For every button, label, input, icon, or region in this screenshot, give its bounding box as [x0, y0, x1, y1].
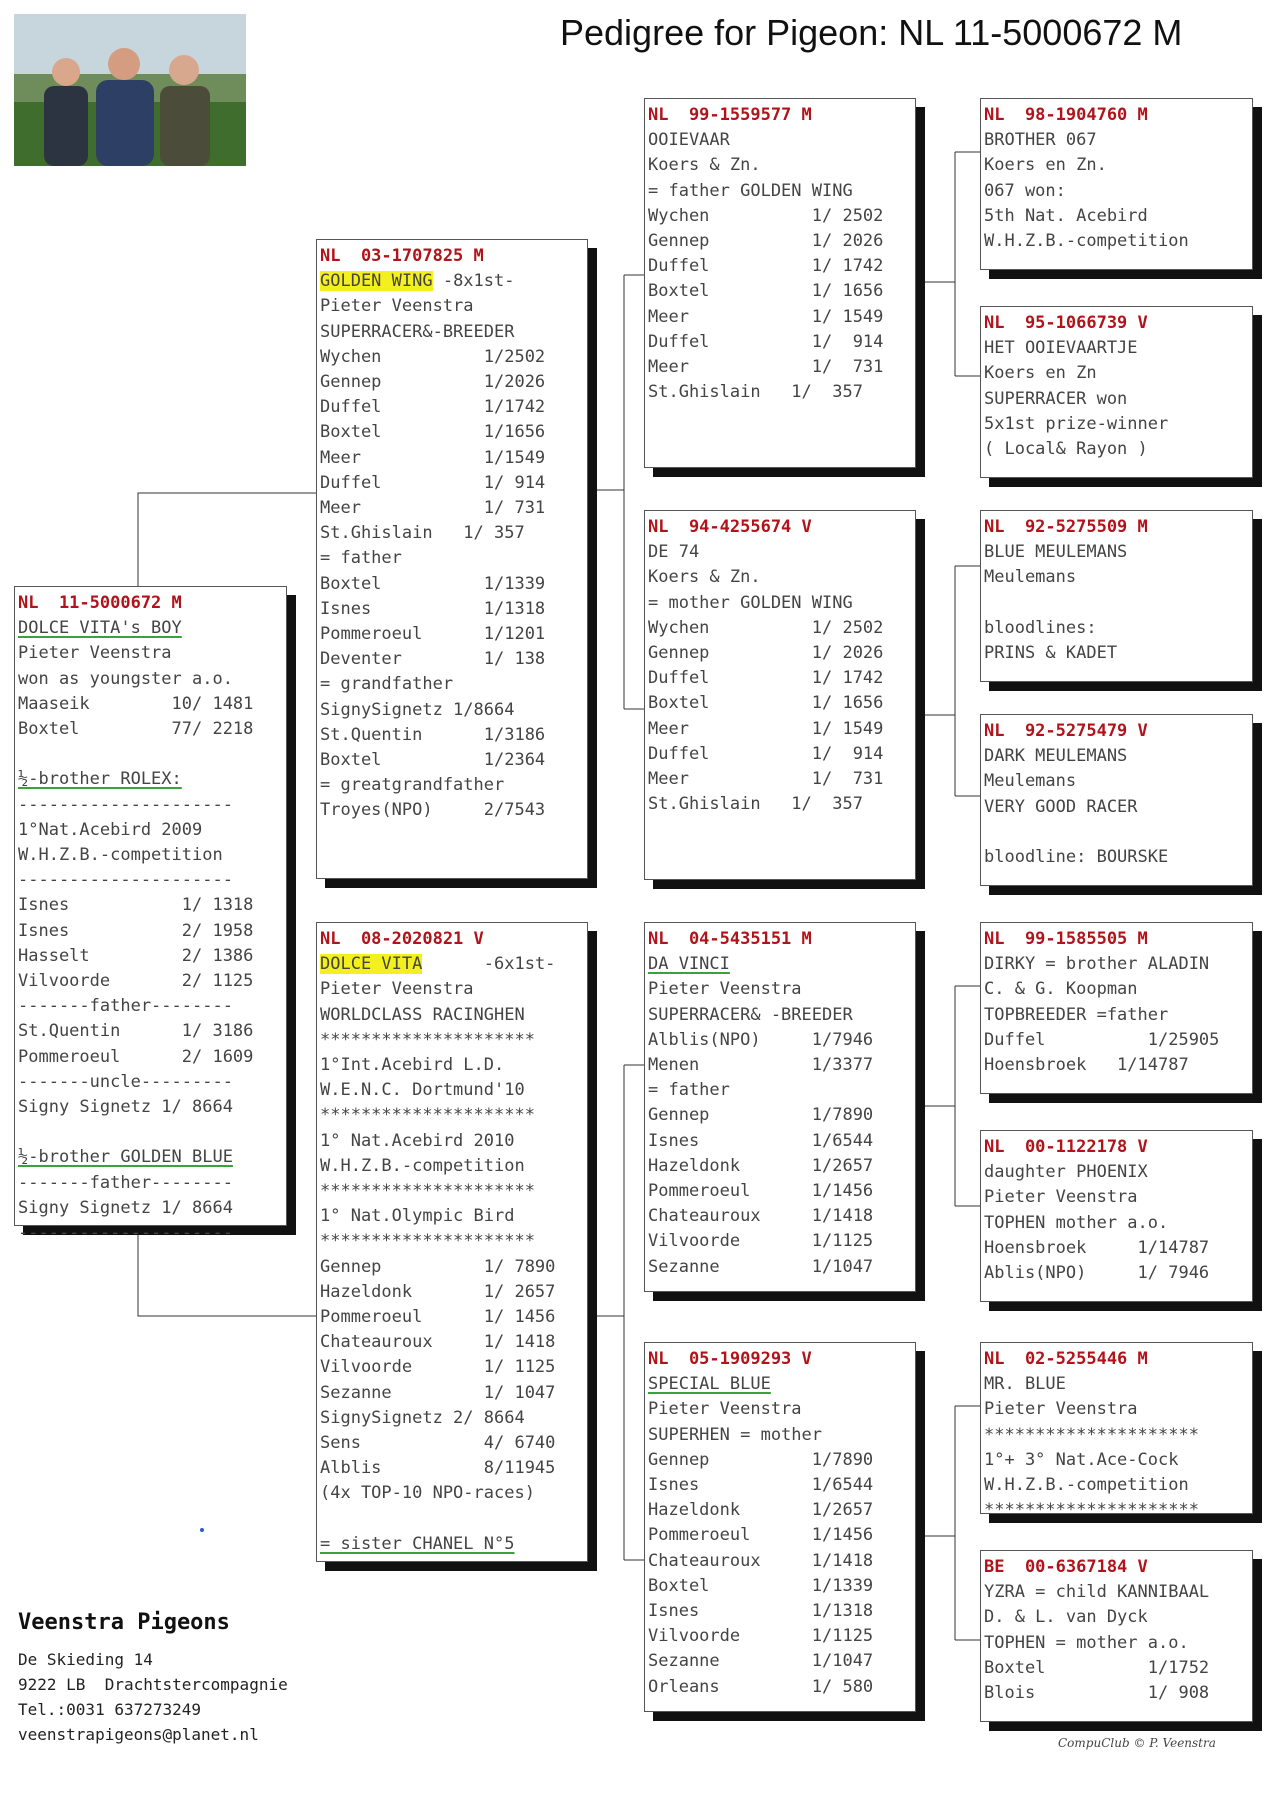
- pigeon-ring-number: NL 99-1559577 M: [648, 105, 812, 125]
- pigeon-info-line: bloodlines:: [984, 617, 1097, 638]
- pigeon-ring-number: NL 08-2020821 V: [320, 929, 484, 949]
- pigeon-info-line: Koers & Zn.: [648, 567, 761, 588]
- pigeon-info-line: Isnes 1/6544: [648, 1475, 874, 1496]
- pigeon-info-line: Sezanne 1/ 1047: [320, 1382, 556, 1403]
- pigeon-info-line: Duffel 1/ 914: [648, 743, 884, 764]
- pigeon-ring-number: NL 92-5275509 M: [984, 517, 1148, 537]
- pigeon-info-line: -------father--------: [18, 1172, 233, 1193]
- pigeon-info-line: Meer 1/ 731: [320, 498, 546, 519]
- pigeon-info-line: Boxtel 1/ 1656: [648, 693, 884, 714]
- pigeon-info-line: Boxtel 1/1339: [648, 1575, 874, 1596]
- pigeon-info-line: TOPHEN = mother a.o.: [984, 1632, 1189, 1653]
- pigeon-ring-number: NL 00-1122178 V: [984, 1137, 1148, 1157]
- pigeon-info-line: = father: [648, 1080, 730, 1101]
- pigeon-info-line: *********************: [320, 1029, 535, 1050]
- pigeon-info-line: Hazeldonk 1/2657: [648, 1500, 874, 1521]
- highlighted-pigeon-name: GOLDEN WING: [320, 271, 433, 292]
- pigeon-info-line: 5th Nat. Acebird: [984, 205, 1148, 226]
- pigeon-info-line: Isnes 1/1318: [648, 1601, 874, 1622]
- pigeon-info-line: *********************: [320, 1181, 535, 1202]
- pigeon-info-line: Pommeroeul 2/ 1609: [18, 1046, 254, 1067]
- pigeon-info-line: Troyes(NPO) 2/7543: [320, 800, 546, 821]
- pigeon-info-line: DIRKY = brother ALADIN: [984, 954, 1210, 975]
- pigeon-card-sss: [980, 98, 1253, 270]
- pigeon-info-line: DARK MEULEMANS: [984, 746, 1128, 767]
- pigeon-info-line: 1°Int.Acebird L.D.: [320, 1055, 505, 1076]
- pigeon-card-sdd: [980, 714, 1253, 886]
- pigeon-info-line: = sister CHANEL N°5: [320, 1533, 515, 1554]
- pigeon-info-line: bloodline: BOURSKE: [984, 847, 1169, 868]
- pigeon-info-line: Vilvoorde 1/1125: [648, 1626, 874, 1647]
- pigeon-info-line: Pieter Veenstra: [984, 1187, 1138, 1208]
- page-title: Pedigree for Pigeon: NL 11-5000672 M: [560, 12, 1183, 53]
- pigeon-info-line: SUPERRACER&-BREEDER: [320, 321, 515, 342]
- pigeon-card-dam-sire: [644, 922, 916, 1292]
- pigeon-info-line: [18, 1120, 283, 1145]
- pigeon-info-line: Gennep 1/ 7890: [320, 1256, 556, 1277]
- pigeon-info-line: HET OOIEVAARTJE: [984, 338, 1138, 359]
- pigeon-info-line: SUPERHEN = mother: [648, 1424, 822, 1445]
- owner-phone: Tel.:0031 637273249: [18, 1700, 202, 1719]
- pigeon-info-line: = father GOLDEN WING: [648, 180, 853, 201]
- pigeon-ring-number: NL 94-4255674 V: [648, 517, 812, 537]
- pigeon-info-line: ( Local& Rayon ): [984, 439, 1148, 460]
- pigeon-ring-number: BE 00-6367184 V: [984, 1557, 1148, 1577]
- pigeon-info-line: [320, 1507, 584, 1532]
- pigeon-card-dam-dam: [644, 1342, 916, 1712]
- pigeon-ring-number: NL 11-5000672 M: [18, 593, 182, 613]
- pigeon-wins-note: -8x1st-: [432, 271, 515, 292]
- pigeon-info-line: Sezanne 1/1047: [648, 1256, 874, 1277]
- pigeon-card-sire: [316, 239, 588, 879]
- owner-name: Veenstra Pigeons: [18, 1610, 230, 1635]
- pigeon-info-line: Isnes 1/ 1318: [18, 895, 254, 916]
- pigeon-ring-number: NL 03-1707825 M: [320, 246, 484, 266]
- pigeon-info-line: Isnes 1/6544: [648, 1130, 874, 1151]
- pigeon-ring-number: NL 95-1066739 V: [984, 313, 1148, 333]
- pigeon-info-line: Pommeroeul 1/ 1456: [320, 1307, 556, 1328]
- pigeon-info-line: Pieter Veenstra: [648, 1399, 802, 1420]
- pigeon-info-line: W.E.N.C. Dortmund'10: [320, 1080, 525, 1101]
- pigeon-info-line: *********************: [320, 1105, 535, 1126]
- pigeon-info-line: Hazeldonk 1/ 2657: [320, 1281, 556, 1302]
- pigeon-info-line: SPECIAL BLUE: [648, 1374, 771, 1395]
- pigeon-ring-number: NL 04-5435151 M: [648, 929, 812, 949]
- pigeon-info-line: Boxtel 1/1339: [320, 573, 546, 594]
- pigeon-info-line: Alblis(NPO) 1/7946: [648, 1029, 874, 1050]
- pigeon-info-line: Meer 1/ 731: [648, 357, 884, 378]
- pigeon-info-line: 1°+ 3° Nat.Ace-Cock: [984, 1449, 1179, 1470]
- pigeon-info-line: Meer 1/ 1549: [648, 306, 884, 327]
- pigeon-info-line: TOPBREEDER =father: [984, 1004, 1169, 1025]
- pigeon-card-dam: [316, 922, 588, 1562]
- pigeon-info-line: Pommeroeul 1/1456: [648, 1525, 874, 1546]
- pigeon-info-line: Meer 1/ 731: [648, 769, 884, 790]
- highlighted-pigeon-name: DOLCE VITA: [320, 954, 423, 975]
- pigeon-info-line: -------father--------: [18, 996, 233, 1017]
- pigeon-info-line: Gennep 1/ 2026: [648, 643, 884, 664]
- pigeon-info-line: Gennep 1/7890: [648, 1449, 874, 1470]
- pigeon-info-line: D. & L. van Dyck: [984, 1607, 1148, 1628]
- pigeon-info-line: Meer 1/1549: [320, 447, 546, 468]
- stray-dot: [200, 1528, 204, 1532]
- owner-contact-block: [18, 1610, 288, 1747]
- pigeon-card-dss: [980, 922, 1253, 1094]
- pigeon-card-subject: [14, 586, 287, 1244]
- pigeon-info-line: VERY GOOD RACER: [984, 796, 1138, 817]
- pigeon-info-line: [18, 742, 283, 767]
- pigeon-info-line: WORLDCLASS RACINGHEN: [320, 1004, 525, 1025]
- owner-address-line: 9222 LB Drachtstercompagnie: [18, 1675, 288, 1694]
- pigeon-card-sire-sire: [644, 98, 916, 468]
- pigeon-info-line: *********************: [320, 1231, 535, 1252]
- pigeon-info-line: won as youngster a.o.: [18, 668, 233, 689]
- pigeon-info-line: Chateauroux 1/1418: [648, 1550, 874, 1571]
- pigeon-info-line: Hasselt 2/ 1386: [18, 945, 254, 966]
- pigeon-info-line: = father: [320, 548, 402, 569]
- pigeon-info-line: [984, 820, 1249, 845]
- pigeon-info-line: Koers en Zn: [984, 363, 1097, 384]
- pigeon-info-line: Chateauroux 1/ 1418: [320, 1332, 556, 1353]
- pigeon-info-line: St.Ghislain 1/ 357: [320, 523, 525, 544]
- pigeon-info-line: Gennep 1/ 2026: [648, 231, 884, 252]
- pigeon-info-line: Hoensbroek 1/14787: [984, 1237, 1210, 1258]
- pigeon-card-dds: [980, 1342, 1253, 1521]
- pigeon-info-line: Boxtel 1/ 1656: [648, 281, 884, 302]
- pigeon-info-line: OOIEVAAR: [648, 130, 730, 151]
- pigeon-info-line: -------uncle---------: [18, 1071, 233, 1092]
- pigeon-info-line: (4x TOP-10 NPO-races): [320, 1483, 535, 1504]
- pigeon-info-line: *********************: [984, 1424, 1199, 1445]
- pigeon-info-line: ---------------------: [18, 1223, 233, 1244]
- pigeon-ring-number: NL 92-5275479 V: [984, 721, 1148, 741]
- pigeon-info-line: St.Quentin 1/ 3186: [18, 1021, 254, 1042]
- pigeon-info-line: ---------------------: [18, 794, 233, 815]
- pigeon-info-line: Chateauroux 1/1418: [648, 1206, 874, 1227]
- pigeon-info-line: Boxtel 77/ 2218: [18, 719, 254, 740]
- pigeon-card-sds: [980, 510, 1253, 682]
- pigeon-info-line: W.H.Z.B.-competition: [984, 1475, 1189, 1496]
- pigeon-info-line: Hazeldonk 1/2657: [648, 1155, 874, 1176]
- pigeon-info-line: *********************: [984, 1500, 1199, 1521]
- pigeon-info-line: Pommeroeul 1/1201: [320, 624, 546, 645]
- pigeon-info-line: St.Quentin 1/3186: [320, 724, 546, 745]
- pigeon-info-line: YZRA = child KANNIBAAL: [984, 1582, 1210, 1603]
- pigeon-info-line: Duffel 1/ 1742: [648, 256, 884, 277]
- pigeon-info-line: PRINS & KADET: [984, 643, 1118, 664]
- pigeon-info-line: BROTHER 067: [984, 130, 1097, 151]
- pigeon-info-line: 1° Nat.Olympic Bird: [320, 1206, 515, 1227]
- pigeon-info-line: Pieter Veenstra: [320, 979, 474, 1000]
- pigeon-info-line: 067 won:: [984, 180, 1066, 201]
- pigeon-info-line: Meer 1/ 1549: [648, 718, 884, 739]
- pigeon-info-line: [984, 591, 1249, 616]
- pigeon-info-line: Duffel 1/25905: [984, 1029, 1220, 1050]
- pigeon-card-ddd: [980, 1550, 1253, 1722]
- pigeon-info-line: Sezanne 1/1047: [648, 1651, 874, 1672]
- pigeon-info-line: W.H.Z.B.-competition: [18, 845, 223, 866]
- pigeon-card-ssd: [980, 306, 1253, 478]
- pigeon-info-line: Gennep 1/7890: [648, 1105, 874, 1126]
- pigeon-info-line: = mother GOLDEN WING: [648, 592, 853, 613]
- pigeon-info-line: DA VINCI: [648, 954, 730, 975]
- pigeon-ring-number: NL 02-5255446 M: [984, 1349, 1148, 1369]
- pigeon-info-line: DE 74: [648, 542, 700, 563]
- pigeon-info-line: Maaseik 10/ 1481: [18, 693, 254, 714]
- pigeon-info-line: Boxtel 1/1656: [320, 422, 546, 443]
- owner-address-line: De Skieding 14: [18, 1650, 153, 1669]
- pigeon-info-line: [320, 952, 584, 977]
- pigeon-info-line: Blois 1/ 908: [984, 1683, 1210, 1704]
- pigeon-info-line: Meulemans: [984, 771, 1077, 792]
- pigeon-info-line: 5x1st prize-winner: [984, 413, 1169, 434]
- pigeon-info-line: Gennep 1/2026: [320, 372, 546, 393]
- pigeon-card-dsd: [980, 1130, 1253, 1302]
- pigeon-info-line: ---------------------: [18, 870, 233, 891]
- pigeon-info-line: daughter PHOENIX: [984, 1162, 1148, 1183]
- pigeon-info-line: MR. BLUE: [984, 1374, 1066, 1395]
- pigeon-info-line: Boxtel 1/1752: [984, 1657, 1210, 1678]
- pigeon-info-line: DOLCE VITA's BOY: [18, 618, 182, 639]
- pigeon-info-line: Alblis 8/11945: [320, 1458, 556, 1479]
- pigeon-info-line: Meulemans: [984, 567, 1077, 588]
- pigeon-info-line: Hoensbroek 1/14787: [984, 1055, 1189, 1076]
- pigeon-info-line: ½-brother ROLEX:: [18, 769, 182, 790]
- pigeon-info-line: Duffel 1/1742: [320, 397, 546, 418]
- pigeon-info-line: W.H.Z.B.-competition: [984, 231, 1189, 252]
- pigeon-card-sire-dam: [644, 510, 916, 880]
- pigeon-info-line: [320, 269, 584, 294]
- pigeon-info-line: Pieter Veenstra: [320, 296, 474, 317]
- pigeon-info-line: Pieter Veenstra: [648, 979, 802, 1000]
- software-credit: CompuClub © P. Veenstra: [1058, 1736, 1216, 1750]
- pigeon-info-line: = grandfather: [320, 674, 454, 695]
- pigeon-info-line: = greatgrandfather: [320, 775, 505, 796]
- pigeon-info-line: SignySignetz 1/8664: [320, 699, 515, 720]
- pigeon-info-line: Duffel 1/ 914: [648, 331, 884, 352]
- pigeon-info-line: Wychen 1/ 2502: [648, 617, 884, 638]
- pigeon-info-line: Isnes 2/ 1958: [18, 920, 254, 941]
- pigeon-info-line: Koers en Zn.: [984, 155, 1107, 176]
- pigeon-info-line: Wychen 1/ 2502: [648, 205, 884, 226]
- pigeon-info-line: BLUE MEULEMANS: [984, 542, 1128, 563]
- pigeon-info-line: SUPERRACER& -BREEDER: [648, 1004, 853, 1025]
- pigeon-info-line: W.H.Z.B.-competition: [320, 1155, 525, 1176]
- pigeon-ring-number: NL 98-1904760 M: [984, 105, 1148, 125]
- pigeon-info-line: Vilvoorde 1/ 1125: [320, 1357, 556, 1378]
- pigeon-info-line: Vilvoorde 2/ 1125: [18, 971, 254, 992]
- pigeon-info-line: Sens 4/ 6740: [320, 1433, 556, 1454]
- pigeon-info-line: Koers & Zn.: [648, 155, 761, 176]
- pigeon-info-line: Vilvoorde 1/1125: [648, 1231, 874, 1252]
- pigeon-ring-number: NL 99-1585505 M: [984, 929, 1148, 949]
- pigeon-info-line: 1°Nat.Acebird 2009: [18, 819, 203, 840]
- pigeon-info-line: Pommeroeul 1/1456: [648, 1181, 874, 1202]
- pigeon-info-line: 1° Nat.Acebird 2010: [320, 1130, 515, 1151]
- pigeon-info-line: Pieter Veenstra: [984, 1399, 1138, 1420]
- pigeon-ring-number: NL 05-1909293 V: [648, 1349, 812, 1369]
- pigeon-info-line: Menen 1/3377: [648, 1055, 874, 1076]
- pigeon-wins-note: -6x1st-: [422, 954, 556, 975]
- pigeon-info-line: TOPHEN mother a.o.: [984, 1212, 1169, 1233]
- owner-email[interactable]: veenstrapigeons@planet.nl: [18, 1725, 259, 1744]
- pigeon-info-line: C. & G. Koopman: [984, 979, 1138, 1000]
- pigeon-info-line: Pieter Veenstra: [18, 643, 172, 664]
- pigeon-info-line: SUPERRACER won: [984, 388, 1128, 409]
- pigeon-info-line: Boxtel 1/2364: [320, 750, 546, 771]
- pigeon-info-line: St.Ghislain 1/ 357: [648, 382, 863, 403]
- pigeon-info-line: Orleans 1/ 580: [648, 1676, 874, 1697]
- pigeon-info-line: Wychen 1/2502: [320, 346, 546, 367]
- pigeon-info-line: Signy Signetz 1/ 8664: [18, 1097, 233, 1118]
- pigeon-info-line: Isnes 1/1318: [320, 598, 546, 619]
- pigeon-info-line: Signy Signetz 1/ 8664: [18, 1197, 233, 1218]
- pigeon-info-line: ½-brother GOLDEN BLUE: [18, 1147, 233, 1168]
- pigeon-info-line: Duffel 1/ 1742: [648, 668, 884, 689]
- pigeon-info-line: Duffel 1/ 914: [320, 472, 546, 493]
- pigeon-info-line: SignySignetz 2/ 8664: [320, 1407, 525, 1428]
- pigeon-info-line: St.Ghislain 1/ 357: [648, 794, 863, 815]
- pigeon-info-line: Deventer 1/ 138: [320, 649, 546, 670]
- pigeon-info-line: Ablis(NPO) 1/ 7946: [984, 1263, 1210, 1284]
